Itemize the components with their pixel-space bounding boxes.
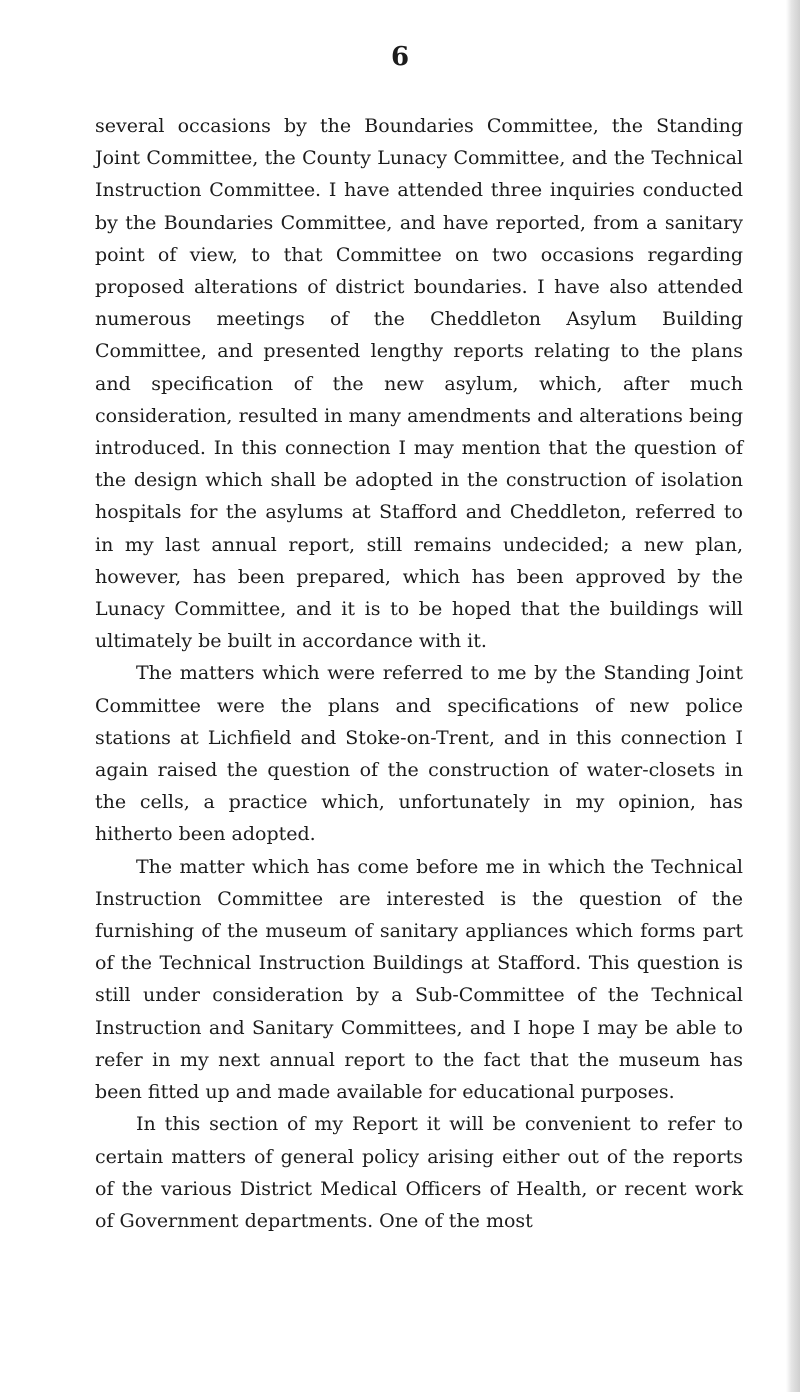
text-body [95,110,743,1237]
page-edge-shadow [786,0,800,1392]
paragraph-technical-instruction: The matter which has come before me in which the Technical Instruction Committee are interested is the question of the furnishing of the museum of sanitary appliances which forms part of the Technical Instruction Buildings at Stafford. This question is still under consideration by a Sub-Committee of the Technical Instruction and Sanitary Committees, and I hope I may be able to refer in my next annual report to the fact that the museum has been fitted up and made available for educational purposes. [95,855,743,1104]
paragraph-continuation: several occasions by the Boundaries Committee, the Standing Joint Committee, the County Lunacy Committee, and the Technical Instruction Committee. I have attended three inquiries conducted by the Boundaries Committee, and have reported, from a sanitary point of view, to that Committee on two occasions regarding proposed alterations of district boundaries. I have also attended numerous meetings of the Cheddleton Asylum Building Committee, and presented lengthy reports relating to the plans and specification of the new asylum, which, after much consideration, resulted in many amendments and alterations being introduced. In this connection I may mention that the question of the design which shall be adopted in the construction of isolation hospitals for the asylums at Stafford and Cheddleton, referred to in my last annual report, still remains undecided; a new plan, however, has been prepared, which has been approved by the Lunacy Committee, and it is to be hoped that the buildings will ultimately be built in accordance with it. [95,115,743,653]
paragraph-general-policy: In this section of my Report it will be convenient to refer to certain matters of general policy arising either out of the reports of the various District Medical Officers of Health, or recent work of Government departments. One of the most [95,1113,743,1232]
paragraph-standing-joint-committee: The matters which were referred to me by the Standing Joint Committee were the plans and specifications of new police stations at Lichfield and Stoke-on-Trent, and in this connection I again raised the question of the construction of water-closets in the cells, a practice which, unfortunately in my opinion, has hitherto been adopted. [95,662,743,846]
page-number: 6 [390,42,410,72]
